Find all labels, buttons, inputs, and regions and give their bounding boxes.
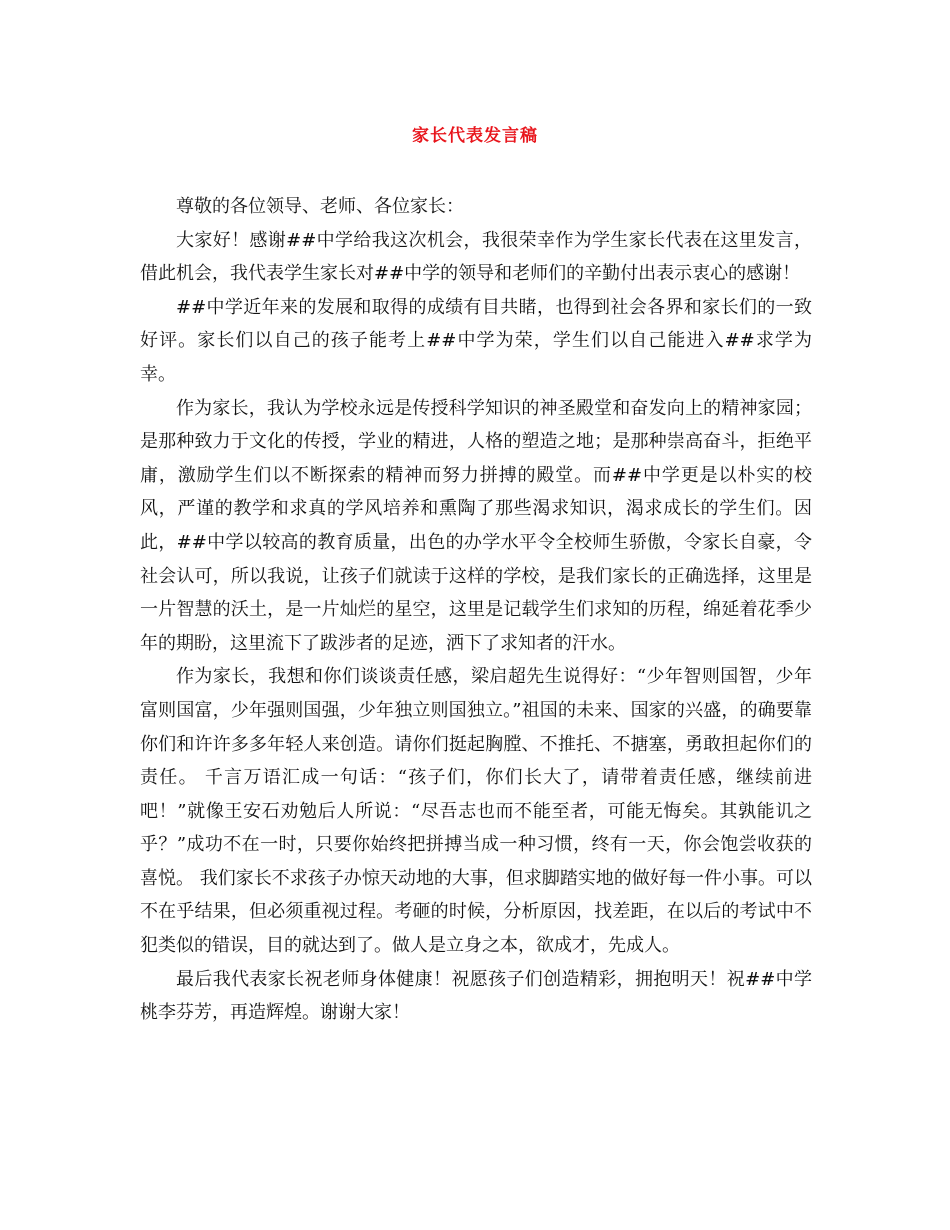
achievements-paragraph: ##中学近年来的发展和取得的成绩有目共睹，也得到社会各界和家长们的一致好评。家长们以自己的孩子能考上##中学为荣，学生们以自己能进入##求学为幸。 [140,296,812,385]
closing-paragraph: 最后我代表家长祝老师身体健康！祝愿孩子们创造精彩，拥抱明天！祝##中学桃李芬芳，再造辉煌。谢谢大家！ [140,968,812,1024]
responsibility-paragraph: 作为家长，我想和你们谈谈责任感，梁启超先生说得好：“少年智则国智，少年富则国富，少年强则国强，少年独立则国独立。”祖国的未来、国家的兴盛，的确要靠你们和许许多多年轻人来创造。请你们挺起胸膛、不推托、不搪塞，勇敢担起你们的责任。 千言万语汇成一句话：“孩子们，你们长大了，请带着责任感，继续前进吧！”就像王安石劝勉后人所说：“尽吾志也而不能至者，可能无悔矣。其孰能讥之乎？”成功不在一时，只要你始终把拼搏当成一种习惯，终有一天，你会饱尝收获的喜悦。 我们家长不求孩子办惊天动地的大事，但求脚踏实地的做好每一件小事。可以不在乎结果，但必须重视过程。考砸的时候，分析原因，找差距，在以后的考试中不犯类似的错误，目的就达到了。做人是立身之本，欲成才，先成人。 [140,666,812,957]
greeting-paragraph: 大家好！感谢##中学给我这次机会，我很荣幸作为学生家长代表在这里发言，借此机会，我代表学生家长对##中学的领导和老师们的辛勤付出表示衷心的感谢！ [140,229,812,285]
school-praise-paragraph: 作为家长，我认为学校永远是传授科学知识的神圣殿堂和奋发向上的精神家园；是那种致力于文化的传授，学业的精进，人格的塑造之地；是那种崇高奋斗，拒绝平庸，激励学生们以不断探索的精神而努力拼搏的殿堂。而##中学更是以朴实的校风，严谨的教学和求真的学风培养和熏陶了那些渴求知识，渴求成长的学生们。因此，##中学以较高的教育质量，出色的办学水平令全校师生骄傲，令家长自豪，令社会认可，所以我说，让孩子们就读于这样的学校，是我们家长的正确选择，这里是一片智慧的沃土，是一片灿烂的星空，这里是记载学生们求知的历程，绵延着花季少年的期盼，这里流下了跋涉者的足迹，洒下了求知者的汗水。 [140,397,812,654]
salutation-paragraph: 尊敬的各位领导、老师、各位家长： [176,196,464,217]
document-title: 家长代表发言稿 [412,126,538,146]
document-body [140,190,812,1030]
